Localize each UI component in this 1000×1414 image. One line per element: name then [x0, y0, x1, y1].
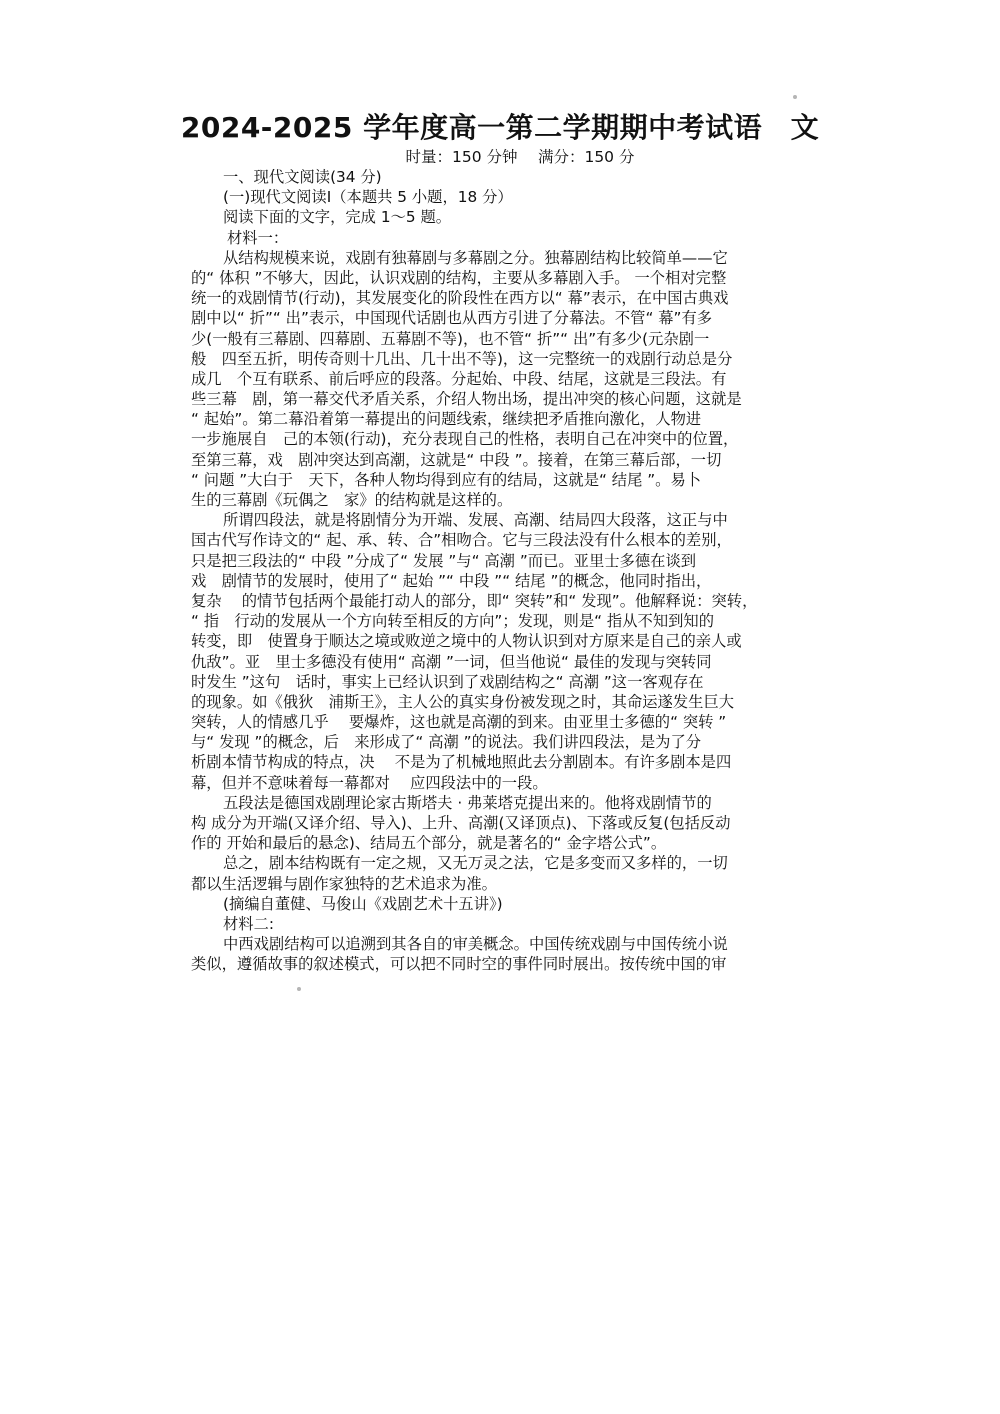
text-line: 只是把三段法的“ 中段 ”分成了“ 发展 ”与“ 高潮 ”而已。亚里士多德在谈到 — [191, 551, 697, 570]
text-line: 戏 剧情节的发展时，使用了“ 起始 ”“ 中段 ”“ 结尾 ”的概念，他同时指出， — [191, 571, 712, 590]
text-line: 的“ 体积 ”不够大，因此，认识戏剧的结构，主要从多幕剧入手。 一个相对完整 — [191, 268, 727, 287]
text-line: 从结构规模来说，戏剧有独幕剧与多幕剧之分。独幕剧结构比较简单——它 — [223, 248, 728, 267]
text-line: 都以生活逻辑与剧作家独特的艺术追求为准。 — [191, 874, 497, 893]
text-line: 般 四至五折，明传奇则十几出、几十出不等)，这一完整统一的戏剧行动总是分 — [191, 349, 733, 368]
text-line: 的现象。如《俄狄 浦斯王》，主人公的真实身份被发现之时，其命运遂发生巨大 — [191, 692, 735, 711]
text-line: 五段法是德国戏剧理论家古斯塔夫 · 弗莱塔克提出来的。他将戏剧情节的 — [223, 793, 712, 812]
text-line: “ 起始”。第二幕沿着第一幕提出的问题线索，继续把矛盾推向激化，人物进 — [191, 410, 702, 429]
scan-speck — [297, 987, 301, 991]
text-line: 突转，人的情感几乎 要爆炸，这也就是高潮的到来。由亚里士多德的“ 突转 ” — [191, 713, 727, 732]
text-line: 幕，但并不意味着每一幕都对 应四段法中的一段。 — [191, 773, 548, 792]
subsection-heading: (一)现代文阅读Ⅰ（本题共 5 小题，18 分） — [223, 188, 513, 207]
text-line: 生的三幕剧《玩偶之 家》的结构就是这样的。 — [191, 491, 513, 509]
exam-title: 2024-2025 学年度高一第二学期期中考试语 文 — [180, 111, 820, 144]
text-line: 类似，遵循故事的叙述模式，可以把不同时空的事件同时展出。按传统中国的审 — [191, 955, 727, 974]
section-heading: 一、现代文阅读(34 分) — [223, 168, 382, 186]
source-citation: (摘编自董健、马俊山《戏剧艺术十五讲》) — [223, 894, 503, 913]
text-line: 些三幕 剧，第一幕交代矛盾关系，介绍人物出场，提出冲突的核心问题，这就是 — [191, 390, 742, 409]
text-line: 一步施展自 己的本领(行动)，充分表现自己的性格，表明自己在冲突中的位置， — [191, 430, 739, 449]
text-line: 作的 开始和最后的悬念)、结局五个部分，就是著名的“ 金字塔公式”。 — [191, 834, 667, 853]
text-line: 构 成分为开端(又译介绍、导入)、上升、高潮(又译顶点)、下落或反复(包括反动 — [191, 814, 731, 832]
text-line: 所谓四段法，就是将剧情分为开端、发展、高潮、结局四大段落，这正与中 — [223, 511, 728, 530]
text-line: 析剧本情节构成的特点，决 不是为了机械地照此去分割剧本。有许多剧本是四 — [191, 753, 732, 772]
text-line: 仇敌”。亚 里士多德没有使用“ 高潮 ”一词，但当他说“ 最佳的发现与突转同 — [191, 652, 712, 671]
text-line: 少(一般有三幕剧、四幕剧、五幕剧不等)，也不管“ 折”“ 出”有多少(元杂剧一 — [191, 329, 710, 348]
material-label: 材料一： — [227, 228, 289, 247]
material-label: 材料二: — [223, 914, 275, 933]
text-line: 国古代写作诗文的“ 起、承、转、合”相吻合。它与三段法没有什么根本的差别， — [191, 531, 732, 550]
exam-subtitle: 时量：150 分钟 满分：150 分 — [405, 148, 635, 166]
text-line: “ 指 行动的发展从一个方向转至相反的方向”；发现，则是“ 指从不知到知的 — [191, 612, 715, 631]
text-line: 与“ 发现 ”的概念，后 来形成了“ 高潮 ”的说法。我们讲四段法，是为了分 — [191, 733, 702, 752]
text-line: 至第三幕，戏 剧冲突达到高潮，这就是“ 中段 ”。接着，在第三幕后部，一切 — [191, 450, 722, 469]
text-line: 时发生 ”这句 话时，事实上已经认识到了戏剧结构之“ 高潮 ”这一客观存在 — [191, 672, 704, 691]
instruction-line: 阅读下面的文字，完成 1～5 题。 — [223, 208, 452, 227]
text-line: 总之，剧本结构既有一定之规，又无万灵之法，它是多变而又多样的，一切 — [223, 854, 728, 873]
text-line: 转变，即 使置身于顺达之境或败逆之境中的人物认识到对方原来是自己的亲人或 — [191, 632, 742, 651]
text-line: 中西戏剧结构可以追溯到其各自的审美概念。中国传统戏剧与中国传统小说 — [223, 935, 728, 954]
text-line: 统一的戏剧情节(行动)，其发展变化的阶段性在西方以“ 幕”表示，在中国古典戏 — [191, 289, 729, 308]
text-line: 复杂 的情节包括两个最能打动人的部分，即“ 突转”和“ 发现”。他解释说：突转， — [191, 591, 758, 610]
text-line: 成几 个互有联系、前后呼应的段落。分起始、中段、结尾，这就是三段法。有 — [191, 369, 727, 388]
text-line: “ 问题 ”大白于 天下，各种人物均得到应有的结局，这就是“ 结尾 ”。易卜 — [191, 470, 702, 489]
reading-passage — [191, 167, 821, 975]
scan-speck — [793, 95, 797, 99]
text-line: 剧中以“ 折”“ 出”表示，中国现代话剧也从西方引进了分幕法。不管“ 幕”有多 — [191, 309, 713, 328]
